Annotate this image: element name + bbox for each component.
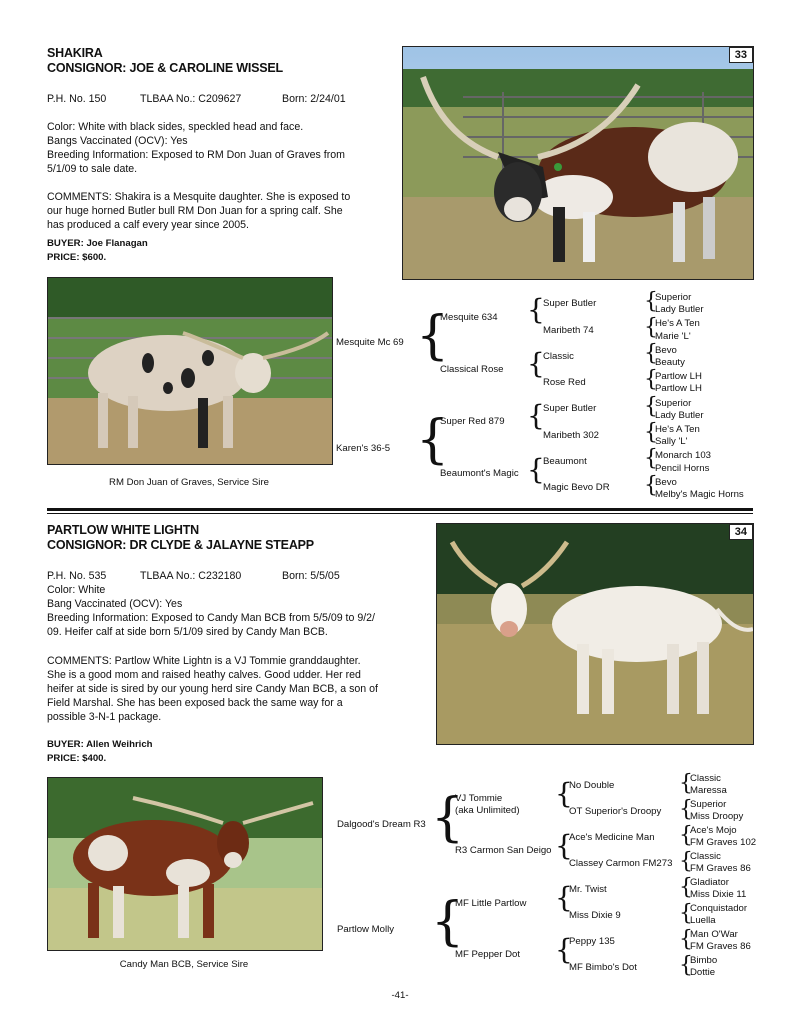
- pedigree-g4-item: Lady Butler: [655, 409, 704, 421]
- pedigree-g2-item: Super Red 879: [440, 416, 505, 427]
- pedigree-brace: {: [555, 881, 573, 914]
- lot-33-born: Born: 2/24/01: [282, 93, 346, 105]
- pedigree-sire: Dalgood's Dream R3: [337, 819, 426, 830]
- pedigree-g4-item: Bevo: [655, 476, 677, 488]
- pedigree-g3-item: Rose Red: [543, 377, 586, 388]
- pedigree-g3-item: Ace's Medicine Man: [569, 832, 655, 843]
- pedigree-g4-item: Sally 'L': [655, 436, 688, 448]
- lot-33-buyer: BUYER: Joe Flanagan: [47, 238, 148, 249]
- pedigree-brace: {: [555, 777, 573, 810]
- lot-33-comments-line-2: our huge horned Butler bull RM Don Juan for a spring calf. She: [47, 205, 343, 217]
- pedigree-g2-item: Beaumont's Magic: [440, 468, 519, 479]
- lot-34-breeding-line-1: Breeding Information: Exposed to Candy Man BCB from 5/5/09 to 9/2/: [47, 612, 375, 624]
- lot-33-sire-caption: RM Don Juan of Graves, Service Sire: [109, 477, 269, 488]
- pedigree-brace: {: [679, 771, 693, 796]
- pedigree-g2-item: Mesquite 634: [440, 312, 498, 323]
- pedigree-g3-item: No Double: [569, 780, 615, 791]
- pedigree-g4-item: FM Graves 86: [690, 863, 751, 875]
- lot-33-comments-line-3: has produced a calf every year since 2005.: [47, 219, 249, 231]
- pedigree-brace: {: [527, 453, 545, 486]
- pedigree-g3-item: Super Butler: [543, 298, 597, 309]
- pedigree-g4-item: Superior: [655, 292, 692, 303]
- lot-34-comments-line-1: COMMENTS: Partlow White Lightn is a VJ Tommie granddaughter.: [47, 655, 361, 667]
- pedigree-dam: Partlow Molly: [337, 924, 395, 935]
- pedigree-g4-item: Marie 'L': [655, 330, 691, 342]
- pedigree-brace: {: [527, 347, 545, 380]
- lot-34-bangs: Bang Vaccinated (OCV): Yes: [47, 598, 183, 610]
- pedigree-brace: {: [431, 788, 465, 848]
- pedigree-g4-item: Dottie: [690, 967, 716, 979]
- lot-34-comments-line-5: possible 3-N-1 package.: [47, 711, 162, 723]
- lot-33-price: PRICE: $600.: [47, 252, 107, 263]
- lot-34-comments: [47, 654, 432, 724]
- pedigree-brace: {: [679, 901, 693, 926]
- lot-34-number-badge: 34: [729, 524, 753, 540]
- pedigree-brace: {: [679, 849, 693, 874]
- section-divider-thin: [47, 513, 753, 514]
- lot-33-details: [47, 120, 397, 176]
- pedigree-g4-item: Luella: [690, 915, 716, 927]
- pedigree-brace: {: [679, 823, 693, 848]
- pedigree-g4-item: Beauty: [655, 357, 685, 369]
- lot-34-comments-line-2: She is a good mom and raised heathy calves. Good udder. Her red: [47, 669, 361, 681]
- pedigree-g4-item: Man O'War: [690, 929, 738, 940]
- pedigree-g3-item: Miss Dixie 9: [569, 910, 621, 921]
- pedigree-g4-item: He's A Ten: [655, 318, 700, 330]
- pedigree-g4-item: Bevo: [655, 344, 677, 356]
- lot-33-comments-line-1: COMMENTS: Shakira is a Mesquite daughter. She is exposed to: [47, 191, 351, 203]
- pedigree-g4-item: Miss Droopy: [690, 811, 744, 823]
- pedigree-brace: {: [527, 293, 545, 326]
- lot-33-bangs: Bangs Vaccinated (OCV): Yes: [47, 135, 188, 147]
- pedigree-g3-item: Magic Bevo DR: [543, 482, 610, 493]
- lot-34-breeding-line-2: 09. Heifer calf at side born 5/1/09 sired by Candy Man BCB.: [47, 626, 328, 638]
- pedigree-g4-item: Monarch 103: [655, 450, 711, 462]
- lot-33-breeding-line-2: 5/1/09 to sale date.: [47, 163, 138, 175]
- pedigree-g4-item: Ace's Mojo: [690, 825, 737, 836]
- pedigree-g4-list: [655, 292, 744, 501]
- pedigree-brace: {: [644, 341, 658, 366]
- pedigree-g3-item: Maribeth 302: [543, 430, 599, 441]
- lot-34-comments-line-3: heifer at side is sired by our young herd sire Candy Man BCB, a son of: [47, 683, 378, 695]
- lot-34-ph-number: P.H. No. 535: [47, 570, 107, 582]
- lot-34-price: PRICE: $400.: [47, 753, 107, 764]
- page-number: -41-: [391, 990, 409, 1001]
- pedigree-brace: {: [555, 933, 573, 966]
- pedigree-g4-item: Pencil Horns: [655, 462, 710, 474]
- pedigree-g2-item: Classical Rose: [440, 364, 504, 375]
- pedigree-g4-item: Classic: [690, 851, 721, 862]
- pedigree-g4-item: FM Graves 86: [690, 941, 751, 953]
- lot-33-sire-photo: [47, 277, 333, 465]
- pedigree-brace: {: [679, 875, 693, 900]
- pedigree-g4-item: Partlow LH: [655, 371, 702, 383]
- lot-33-comments: [47, 190, 397, 232]
- lot-33-tlbaa-number: TLBAA No.: C209627: [140, 93, 242, 105]
- pedigree-g3-item: Maribeth 74: [543, 325, 594, 336]
- pedigree-brace: {: [416, 410, 450, 470]
- pedigree-g2-item: MF Pepper Dot: [455, 949, 521, 960]
- lot-33-photo: [402, 46, 754, 280]
- service-sire-photo: [48, 778, 322, 950]
- pedigree-g4-item: Gladiator: [690, 877, 729, 888]
- lot-33-name: SHAKIRA: [47, 46, 103, 60]
- pedigree-brace: {: [679, 953, 693, 978]
- longhorn-cow-photo: [437, 524, 753, 744]
- lot-34-name: PARTLOW WHITE LIGHTN: [47, 523, 199, 537]
- pedigree-brace: {: [644, 420, 658, 445]
- pedigree-brace: {: [644, 367, 658, 392]
- section-divider: [47, 508, 753, 511]
- pedigree-brace: {: [644, 473, 658, 498]
- pedigree-g4-item: Miss Dixie 11: [690, 889, 747, 901]
- lot-33-consignor: CONSIGNOR: JOE & CAROLINE WISSEL: [47, 61, 283, 75]
- pedigree-sire: Mesquite Mc 69: [336, 337, 404, 348]
- pedigree-g2-item: VJ Tommie: [455, 793, 503, 804]
- pedigree-brace: {: [527, 399, 545, 432]
- pedigree-g4-item: Maressa: [690, 785, 727, 797]
- pedigree-g4-item: Superior: [655, 397, 692, 409]
- pedigree-g2-item: MF Little Partlow: [455, 898, 527, 909]
- pedigree-brace: {: [644, 446, 658, 471]
- pedigree-g3-item: Beaumont: [543, 456, 587, 467]
- service-sire-photo: [48, 278, 332, 464]
- pedigree-g4-item: FM Graves 102: [690, 837, 757, 849]
- pedigree-brace: {: [679, 927, 693, 952]
- pedigree-dam: Karen's 36-5: [336, 443, 391, 454]
- pedigree-brace: {: [644, 394, 658, 419]
- lot-34-comments-line-4: Field Marshal. She has been exposed back the same way for a: [47, 697, 343, 709]
- pedigree-g4-item: He's A Ten: [655, 424, 700, 436]
- pedigree-g4-item: Classic: [690, 773, 721, 784]
- lot-34-details: [47, 583, 427, 639]
- lot-34-buyer: BUYER: Allen Weihrich: [47, 739, 153, 750]
- pedigree-brace: {: [416, 306, 450, 366]
- pedigree-g3-item: Peppy 135: [569, 936, 615, 947]
- pedigree-g3-item: Super Butler: [543, 403, 597, 414]
- lot-34-born: Born: 5/5/05: [282, 570, 340, 582]
- lot-34-sire-caption: Candy Man BCB, Service Sire: [119, 959, 249, 970]
- pedigree-g3-item: Classic: [543, 351, 574, 362]
- pedigree-g4-item: Bimbo: [690, 955, 718, 966]
- pedigree-g4-item: Superior: [690, 799, 727, 810]
- lot-34-sire-photo: [47, 777, 323, 951]
- pedigree-g2-item: R3 Carmon San Deigo: [455, 845, 552, 856]
- pedigree-g2-alias: (aka Unlimited): [455, 805, 520, 816]
- lot-33-ph-number: P.H. No. 150: [47, 93, 107, 105]
- pedigree-brace: {: [644, 315, 658, 340]
- pedigree-g4-item: Conquistador: [690, 903, 748, 914]
- pedigree-g3-item: MF Bimbo's Dot: [569, 962, 637, 973]
- lot-33-breeding-line-1: Breeding Information: Exposed to RM Don Juan of Graves from: [47, 149, 345, 161]
- pedigree-g3-item: Classey Carmon FM273: [569, 858, 673, 869]
- lot-33-number-badge: 33: [729, 47, 753, 63]
- pedigree-g3-item: OT Superior's Droopy: [569, 806, 662, 817]
- longhorn-cow-photo: [403, 47, 753, 279]
- lot-34-photo: [436, 523, 754, 745]
- pedigree-brace: {: [679, 797, 693, 822]
- pedigree-brace: {: [555, 829, 573, 862]
- pedigree-brace: {: [431, 892, 465, 952]
- pedigree-g4-item: Melby's Magic Horns: [655, 489, 744, 501]
- lot-33-color: Color: White with black sides, speckled head and face.: [47, 121, 304, 133]
- pedigree-g3-item: Mr. Twist: [569, 884, 607, 895]
- lot-34-tlbaa-number: TLBAA No.: C232180: [140, 570, 242, 582]
- pedigree-g4-item: Lady Butler: [655, 304, 704, 316]
- lot-34-consignor: CONSIGNOR: DR CLYDE & JALAYNE STEAPP: [47, 538, 314, 552]
- pedigree-brace: {: [644, 289, 658, 314]
- pedigree-g4-list: [690, 773, 756, 979]
- lot-34-color: Color: White: [47, 584, 106, 596]
- pedigree-g4-item: Partlow LH: [655, 383, 702, 395]
